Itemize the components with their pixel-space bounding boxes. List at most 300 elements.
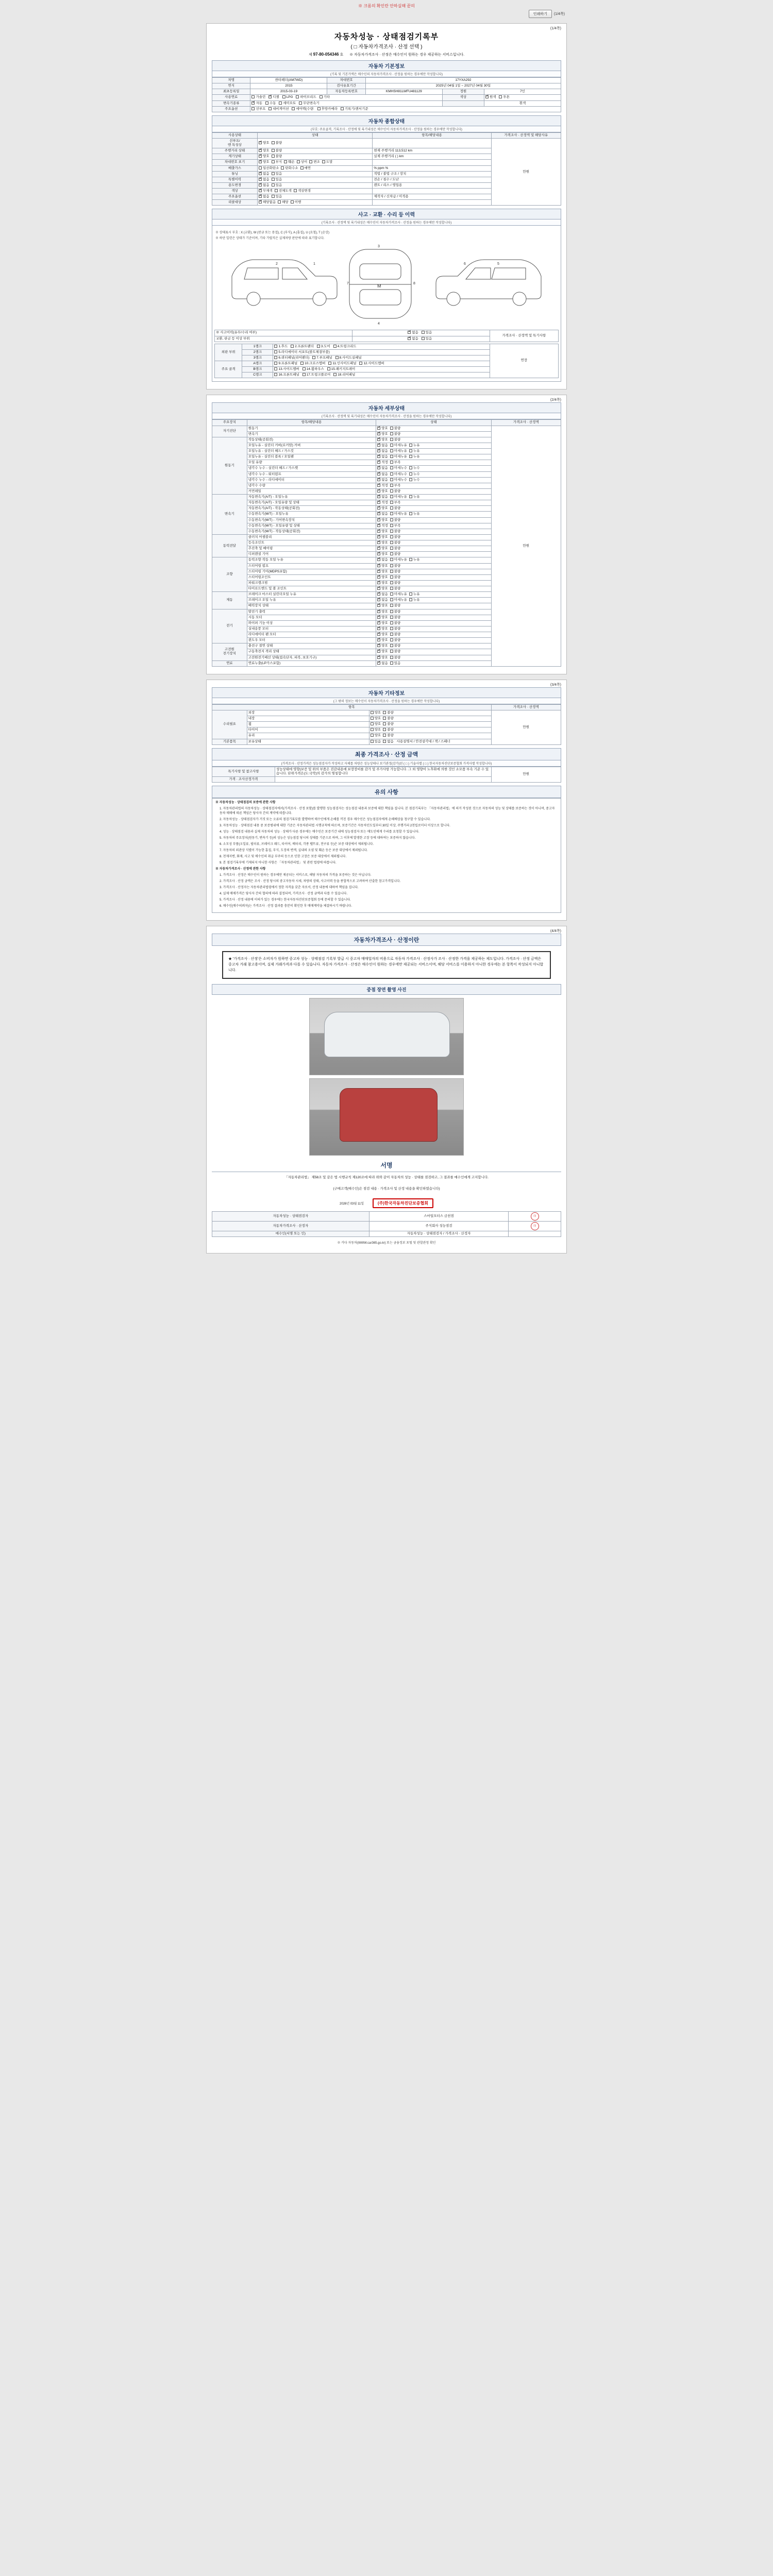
checkbox-detail-7-2-0[interactable] (377, 656, 388, 660)
checkbox-icon (377, 506, 380, 510)
checkbox-label: 불량 (394, 615, 401, 619)
checkbox-detail-0-0-1[interactable] (390, 427, 401, 431)
checkbox-label: 없음 (381, 449, 388, 453)
checkbox-color-single[interactable]: ✓ 원색 (485, 95, 496, 99)
checkbox-detail-3-0-1[interactable] (390, 535, 401, 539)
checkbox-wheel-house[interactable]: 14.휠하우스 (303, 367, 324, 371)
checkbox-trans-manual[interactable]: 수동 (265, 101, 276, 106)
checkbox-detail-4-5-1[interactable] (390, 587, 401, 591)
accident-result-value (352, 330, 490, 336)
checkbox-label: 없음 (381, 661, 388, 665)
detail-item-label: 브레이크 마스터 실린더오일 누유 (247, 592, 376, 598)
checkbox-overall-0-1[interactable] (272, 141, 282, 145)
checkbox-detail-1-7-0[interactable] (377, 478, 388, 482)
overall-item-state (258, 165, 373, 171)
checkbox-detail-8-0-1[interactable] (390, 662, 401, 666)
overall-item-detail: 실제 주행거리 ( ) km (373, 154, 491, 160)
checkbox-label: 불량 (387, 728, 394, 732)
checkbox-label: 불량 (387, 717, 394, 720)
checkbox-overall-9-1[interactable] (272, 195, 282, 199)
checkbox-label: 불량 (394, 541, 401, 545)
checkbox-rear-panel[interactable]: 18.리어패널 (333, 373, 355, 377)
overall-price-col: 만원 (491, 138, 561, 206)
checkbox-overall-10-2[interactable] (291, 200, 301, 205)
checkbox-detail-1-9-1[interactable] (390, 489, 401, 494)
checkbox-icon (390, 604, 393, 607)
checkbox-overall-2-1[interactable] (272, 155, 282, 159)
checkbox-detail-4-5-0[interactable] (377, 587, 388, 591)
vehicle-front-photo (309, 998, 464, 1075)
checkbox-detail-1-5-1[interactable] (390, 466, 407, 470)
overall-item-detail (373, 160, 491, 165)
checkbox-label: 누유 (413, 443, 420, 447)
checkbox-etc1-3-0[interactable] (371, 728, 381, 732)
checkbox-label: 불량 (394, 575, 401, 579)
checkbox-label: 양호 (381, 506, 388, 511)
checkbox-overall-3-2[interactable] (284, 160, 295, 164)
field-label-color-value (442, 100, 484, 106)
checkbox-detail-6-3-0[interactable] (377, 627, 388, 631)
detail-item-label: 시동 모터 (247, 615, 376, 620)
checkbox-detail-3-3-0[interactable] (377, 552, 388, 556)
checkbox-detail-6-2-0[interactable] (377, 621, 388, 625)
checkbox-fuel-hybrid[interactable]: 하이브리드 (296, 95, 316, 99)
svg-text:M: M (377, 283, 381, 289)
checkbox-etc1-1-0[interactable] (371, 717, 381, 721)
photo-section-title: 중점 장면 촬영 사진 (212, 984, 561, 995)
checkbox-detail-6-0-1[interactable] (390, 610, 401, 614)
checkbox-icon (377, 644, 380, 647)
checkbox-label: 적정 (381, 501, 388, 505)
checkbox-detail-3-3-1[interactable] (390, 552, 401, 556)
checkbox-etc1-4-1[interactable] (383, 734, 394, 738)
section-title-detail: 자동차 세부상태 (212, 402, 561, 413)
checkbox-overall-8-0[interactable] (259, 189, 273, 193)
checkbox-overall-2-0[interactable] (259, 155, 270, 159)
checkbox-label: 없음 (263, 172, 270, 176)
checkbox-opt-camera[interactable]: 후방카메라 (317, 107, 338, 111)
checkbox-detail-1-1-0[interactable] (377, 444, 388, 448)
checkbox-front-panel-c[interactable]: 16.프론트패널 (274, 373, 299, 377)
checkbox-etc1-1-1[interactable] (383, 717, 394, 721)
checkbox-trans-cvt[interactable]: 무단변속기 (299, 101, 319, 106)
table-row (212, 95, 561, 100)
checkbox-etc1-0-0[interactable] (371, 711, 381, 715)
checkbox-overall-6-0[interactable] (259, 178, 270, 182)
checkbox-detail-2-3-1[interactable] (390, 512, 407, 516)
checkbox-detail-8-0-0[interactable] (377, 662, 388, 666)
checkbox-trans-auto[interactable]: ✓ 자동 (251, 101, 262, 106)
checkbox-detail-7-0-0[interactable] (377, 644, 388, 648)
checkbox-fuel-diesel[interactable]: ✓ 디젤 (268, 95, 279, 99)
checkbox-detail-7-1-0[interactable] (377, 650, 388, 654)
checkbox-detail-5-0-0[interactable] (377, 592, 388, 597)
checkbox-icon (377, 592, 380, 596)
checkbox-overall-6-1[interactable] (272, 178, 282, 182)
detail-item-label: 자동변속기(A/T) - 작동상태(공회전) (247, 506, 376, 512)
checkbox-detail-7-0-1[interactable] (390, 644, 401, 648)
checkbox-fuel-lpg[interactable]: LPG (282, 95, 293, 99)
checkbox-detail-1-2-1[interactable] (390, 449, 407, 453)
checkbox-overall-4-2[interactable] (300, 166, 311, 171)
checkbox-detail-0-1-1[interactable] (390, 432, 401, 436)
checkbox-detail-5-1-0[interactable] (377, 598, 388, 602)
etc-item-state (369, 710, 491, 716)
checkbox-overall-8-1[interactable] (275, 189, 292, 193)
detail-item-label: 연료누출(LP가스포함) (247, 660, 376, 666)
checkbox-etc1-3-1[interactable] (383, 728, 394, 732)
checkbox-detail-7-2-1[interactable] (390, 656, 401, 660)
checkbox-detail-5-1-1[interactable] (390, 598, 407, 602)
checkbox-detail-2-4-0[interactable] (377, 518, 388, 522)
checkbox-detail-1-4-0[interactable] (377, 461, 388, 465)
checkbox-exchange-none[interactable]: ✓ 없음 (408, 337, 418, 341)
checkbox-trunk-lid[interactable]: 4.트렁크리드 (333, 345, 357, 349)
checkbox-label: 누수 (413, 478, 420, 482)
etc-item-state (369, 727, 491, 733)
checkbox-label: 양호 (263, 141, 270, 145)
overall-item-state (258, 200, 373, 206)
detail-item-label: 윈도우 모터 (247, 638, 376, 643)
checkbox-label: 탄화수소 (285, 166, 298, 170)
checkbox-detail-6-5-0[interactable] (377, 638, 388, 642)
checkbox-detail-1-5-2[interactable] (409, 466, 420, 470)
checkbox-detail-4-0-2[interactable] (409, 558, 420, 562)
checkbox-detail-2-0-2[interactable] (409, 495, 420, 499)
checkbox-label: 양호 (263, 155, 270, 159)
notice-body (212, 798, 561, 913)
checkbox-icon (390, 616, 393, 619)
overall-state-table (212, 132, 561, 206)
checkbox-detail-3-2-1[interactable] (390, 547, 401, 551)
checkbox-detail-6-1-1[interactable] (390, 616, 401, 620)
checkbox-detail-4-2-1[interactable] (390, 570, 401, 574)
checkbox-side-member-b[interactable]: 13.사이드멤버 (274, 367, 299, 371)
checkbox-label: 양호 (381, 621, 388, 625)
checkbox-detail-4-4-1[interactable] (390, 581, 401, 585)
checkbox-icon (390, 535, 393, 538)
checkbox-detail-4-1-1[interactable] (390, 564, 401, 568)
table-row (212, 100, 561, 106)
checkbox-side-member[interactable]: 12.사이드멤버 (359, 362, 384, 366)
detail-item-label: 실내송풍 모터 (247, 626, 376, 632)
checkbox-overall-3-1[interactable] (272, 160, 282, 164)
checkbox-label: 불량 (394, 518, 401, 522)
checkbox-detail-0-0-0[interactable] (377, 427, 388, 431)
detail-item-label: 오일누유 - 실린더 블록 / 오일팬 (247, 454, 376, 460)
checkbox-detail-1-0-1[interactable] (390, 438, 401, 442)
field-value-insp-valid: 2025년 04월 1일 ~ 2027년 04월 30일 (365, 83, 561, 89)
checkbox-detail-3-2-0[interactable] (377, 547, 388, 551)
svg-text:5: 5 (497, 262, 499, 266)
checkbox-icon (377, 650, 380, 653)
checkbox-detail-1-8-1[interactable] (390, 484, 401, 488)
checkbox-detail-1-2-2[interactable] (409, 449, 420, 453)
checkbox-overall-4-1[interactable] (281, 166, 298, 171)
checkbox-label: 미세누유 (394, 592, 407, 597)
checkbox-icon (390, 432, 393, 435)
checkbox-overall-3-4[interactable] (309, 160, 320, 164)
detail-item-label: 스티어링 펌프 (247, 563, 376, 569)
checkbox-detail-2-6-1[interactable] (390, 530, 401, 534)
price-section-note: (가격조사 · 산정가격은 성능점검자가 작성하고 자체를 차량은 성능상태나 보기관정(감가)된 ( □ ) 기술사별 ( □ ) 한국자동차진단보증협회 가격사별 작성합니다) (212, 760, 561, 767)
checkbox-detail-2-2-0[interactable] (377, 506, 388, 511)
checkbox-label: 불량 (394, 621, 401, 625)
checkbox-etc1-4-0[interactable] (371, 734, 381, 738)
detail-item-label: 발전기 출력 (247, 609, 376, 615)
exchange-value (352, 336, 490, 342)
checkbox-detail-1-3-1[interactable] (390, 455, 407, 459)
checkbox-trunk-floor[interactable]: 17.트렁크플로어 (303, 373, 331, 377)
checkbox-accident-yes[interactable]: 있음 (422, 331, 432, 335)
detail-item-label: 수동변속기(M/T) - 오일누유 (247, 512, 376, 517)
checkbox-overall-10-0[interactable] (259, 200, 276, 205)
checkbox-detail-1-4-1[interactable] (390, 461, 401, 465)
checkbox-overall-1-1[interactable] (272, 149, 282, 153)
checkbox-etc2-0-1[interactable] (383, 740, 394, 744)
checkbox-detail-1-1-2[interactable] (409, 444, 420, 448)
checkbox-detail-2-6-0[interactable] (377, 530, 388, 534)
overall-item-detail (373, 138, 491, 148)
signature-title: 서명 (212, 1159, 561, 1172)
checkbox-icon (390, 633, 393, 636)
print-button[interactable]: 인쇄하기 (529, 10, 552, 18)
checkbox-detail-1-9-0[interactable] (377, 489, 388, 494)
checkbox-detail-5-1-2[interactable] (409, 598, 420, 602)
checkbox-icon (272, 183, 275, 187)
notice-item: 4. 실제 매매가격은 당사자 간의 협의에 따라 결정되며, 가격조사 · 산정 금액과 다를 수 있습니다. (220, 892, 348, 895)
checkbox-label: 양호 (374, 717, 381, 720)
checkbox-detail-1-0-0[interactable] (377, 438, 388, 442)
checkbox-detail-1-7-1[interactable] (390, 478, 407, 482)
checkbox-overall-3-0[interactable] (259, 160, 270, 164)
etc-item-state (369, 716, 491, 722)
checkbox-detail-6-1-0[interactable] (377, 616, 388, 620)
checkbox-quarter-panel[interactable]: 6.쿼터패널(리어팬더) (274, 356, 309, 360)
checkbox-label: 양호 (381, 547, 388, 551)
checkbox-icon (377, 466, 380, 469)
checkbox-detail-2-4-1[interactable] (390, 518, 401, 522)
checkbox-detail-1-2-0[interactable] (377, 449, 388, 453)
field-value-seats: 7인 (484, 89, 561, 95)
checkbox-opt-nav[interactable]: 내비게이션 (268, 107, 289, 111)
overall-item-label: 색상 (212, 189, 258, 194)
checkbox-opt-airbag[interactable]: 에어백(수량: (292, 107, 314, 111)
checkbox-overall-7-0[interactable] (259, 183, 270, 188)
checkbox-icon (383, 740, 386, 743)
field-value-fuel (250, 95, 442, 100)
checkbox-hood[interactable]: 1.후드 (274, 345, 288, 349)
checkbox-icon (390, 461, 393, 464)
checkbox-detail-3-1-0[interactable] (377, 541, 388, 545)
checkbox-icon (390, 650, 393, 653)
checkbox-label: 불량 (394, 587, 401, 590)
checkbox-front-panel[interactable]: 9.프론트패널 (274, 362, 297, 366)
docno-statement: ※ 자동차가격조사 · 산정은 매수인이 원하는 경우 제공하는 서비스입니다. (349, 53, 465, 57)
checkbox-label: 양호 (381, 587, 388, 590)
notice-item: 3. 가격조사 · 산정자는 자동차관리법령에서 정한 자격을 갖춘 자로서, 산정 내용에 대하여 책임을 집니다. (220, 886, 359, 889)
checkbox-detail-3-1-1[interactable] (390, 541, 401, 545)
checkbox-detail-2-0-0[interactable] (377, 495, 388, 499)
checkbox-detail-4-2-0[interactable] (377, 570, 388, 574)
checkbox-detail-1-3-2[interactable] (409, 455, 420, 459)
checkbox-detail-4-3-0[interactable] (377, 575, 388, 580)
checkbox-overall-4-0[interactable] (259, 166, 279, 171)
checkbox-opt-sunroof[interactable]: 선루프 (251, 107, 265, 111)
checkbox-opt-recorder[interactable]: 기록기/센서기준 (341, 107, 368, 111)
svg-text:7: 7 (347, 282, 349, 286)
checkbox-overall-9-0[interactable] (259, 195, 270, 199)
checkbox-cross-member[interactable]: 10.크로스멤버 (300, 362, 325, 366)
checkbox-label: 미세누유 (394, 455, 407, 459)
checkbox-detail-6-4-0[interactable] (377, 633, 388, 637)
checkbox-detail-3-0-0[interactable] (377, 535, 388, 539)
etc-item-label: 유리 (247, 733, 369, 739)
checkbox-icon (377, 455, 380, 458)
checkbox-detail-4-4-0[interactable] (377, 581, 388, 585)
checkbox-door[interactable]: 3.도어 (317, 345, 330, 349)
checkbox-detail-2-1-0[interactable] (377, 501, 388, 505)
detail-item-state (376, 598, 491, 603)
checkbox-detail-7-1-1[interactable] (390, 650, 401, 654)
checkbox-icon (409, 478, 412, 481)
checkbox-label: 불량 (387, 734, 394, 738)
checkbox-etc1-0-1[interactable] (383, 711, 394, 715)
checkbox-inside-panel[interactable]: 11.인사이드패널 (328, 362, 356, 366)
checkbox-detail-2-5-1[interactable] (390, 524, 401, 528)
checkbox-overall-0-0[interactable] (259, 141, 270, 145)
page-mark-2: (2/4쪽) (550, 398, 561, 402)
checkbox-detail-1-5-0[interactable] (377, 466, 388, 470)
checkbox-label: 미세누수 (394, 466, 407, 470)
section-note-etc: (그 밖의 정보는 매수인이 자동차가격조사 · 산정을 원하는 경우에만 작성합니다) (212, 698, 561, 704)
checkbox-etc1-2-0[interactable] (371, 722, 381, 726)
checkbox-detail-2-3-2[interactable] (409, 512, 420, 516)
etc-item-state (369, 733, 491, 739)
checkbox-detail-0-1-0[interactable] (377, 432, 388, 436)
checkbox-detail-4-3-1[interactable] (390, 575, 401, 580)
checkbox-detail-1-6-1[interactable] (390, 472, 407, 477)
checkbox-detail-1-1-1[interactable] (390, 444, 407, 448)
checkbox-detail-5-2-0[interactable] (377, 604, 388, 608)
detail-group-label: 자기진단 (212, 426, 247, 437)
field-label-fuel: 사용연료 (212, 95, 250, 100)
checkbox-icon (377, 638, 380, 641)
checkbox-detail-1-6-2[interactable] (409, 472, 420, 477)
checkbox-detail-6-0-0[interactable] (377, 610, 388, 614)
overall-item-label: 용도변경 (212, 182, 258, 188)
checkbox-detail-4-0-1[interactable] (390, 558, 407, 562)
overall-item-label: 튜닝 (212, 171, 258, 177)
detail-item-state (376, 632, 491, 638)
checkbox-icon (409, 598, 412, 601)
checkbox-icon (377, 444, 380, 447)
checkbox-overall-5-0[interactable] (259, 172, 270, 176)
checkbox-detail-1-7-2[interactable] (409, 478, 420, 482)
checkbox-detail-6-5-1[interactable] (390, 638, 401, 642)
page-mark-1: (1/4쪽) (550, 27, 561, 30)
checkbox-detail-4-0-0[interactable] (377, 558, 388, 562)
checkbox-icon (377, 501, 380, 504)
checkbox-detail-6-2-1[interactable] (390, 621, 401, 625)
checkbox-fuel-etc[interactable]: 기타 (320, 95, 330, 99)
checkbox-label: 양호 (381, 615, 388, 619)
checkbox-detail-2-3-0[interactable] (377, 512, 388, 516)
checkbox-radiator-support[interactable]: 5.라디에이터 서포트(볼트체결부품) (274, 350, 329, 354)
checkbox-exchange-yes[interactable]: 있음 (422, 337, 432, 341)
checkbox-overall-8-2[interactable] (294, 189, 311, 193)
checkbox-icon (377, 541, 380, 544)
checkbox-overall-1-0[interactable] (259, 149, 270, 153)
checkbox-detail-1-6-0[interactable] (377, 472, 388, 477)
checkbox-overall-3-5[interactable] (322, 160, 333, 164)
checkbox-icon (383, 711, 386, 714)
checkbox-trans-semi[interactable]: 세미오토 (279, 101, 296, 106)
checkbox-icon (259, 178, 262, 181)
checkbox-detail-2-1-1[interactable] (390, 501, 401, 505)
checkbox-color-two[interactable]: 투톤 (499, 95, 510, 99)
overall-item-detail (373, 200, 491, 206)
overall-item-state (258, 154, 373, 160)
outer-panel-label: 외판 부위 (215, 344, 242, 361)
checkbox-detail-6-3-1[interactable] (390, 627, 401, 631)
notice-item: 1. 자동차관리법의 자동차성능 · 상태점검자에서(가격조사 · 산정 포함)를 발행한 성능점검자는 성능점검 내용과 보증에 대한 책임을 집니다. 본 점검기록부는 「자동차관리법」에 의거 작성된 것으로 자동차의 성능 및 상태를 보증하는 것이 아니며, 중고자동차 매매에 따른 책임은 당사자 간의 계약에 따릅니다. (220, 807, 555, 815)
checkbox-icon (322, 160, 325, 163)
checkbox-label: 상이 (300, 160, 308, 164)
checkbox-package-tray[interactable]: 15.패키지트레이 (327, 367, 356, 371)
checkbox-overall-7-1[interactable] (272, 183, 282, 188)
checkbox-detail-4-1-0[interactable] (377, 564, 388, 568)
checkbox-detail-1-3-0[interactable] (377, 455, 388, 459)
checkbox-label: 없음 (381, 598, 388, 602)
checkbox-label: 있음 (275, 172, 282, 176)
checkbox-overall-10-1[interactable] (278, 200, 289, 205)
checkbox-detail-6-4-1[interactable] (390, 633, 401, 637)
checkbox-overall-5-1[interactable] (272, 172, 282, 176)
checkbox-icon (377, 552, 380, 555)
checkbox-front-fender[interactable]: 2.프론트팬더 (291, 345, 314, 349)
detail-item-label: 타이로드엔드 및 볼 조인트 (247, 586, 376, 592)
checkbox-label: 양호 (381, 581, 388, 585)
checkbox-etc2-0-0[interactable] (371, 740, 381, 744)
checkbox-accident-none[interactable]: ✓ 없음 (408, 331, 418, 335)
checkbox-detail-1-8-0[interactable] (377, 484, 388, 488)
checkbox-etc1-2-1[interactable] (383, 722, 394, 726)
detail-item-label: 냉각수 누수 - 워터펌프 (247, 471, 376, 477)
checkbox-label: 양호 (381, 655, 388, 659)
checkbox-icon (272, 172, 275, 175)
detail-item-label: 오일누유 - 실린더 헤드 / 가스킷 (247, 449, 376, 454)
sig-seal-0 (509, 1212, 561, 1222)
checkbox-detail-5-0-2[interactable] (409, 592, 420, 597)
frame-label: 주요 골격 (215, 361, 242, 378)
checkbox-detail-2-5-0[interactable] (377, 524, 388, 528)
detail-item-state (376, 557, 491, 563)
checkbox-side-sill[interactable]: 8.사이드실패널 (335, 356, 362, 360)
checkbox-roof-panel[interactable]: 7.루프패널 (312, 356, 332, 360)
checkbox-fuel-gasoline[interactable]: 가솔린 (251, 95, 265, 99)
accident-price-col: 가격조사 · 산정액 및 특기사항 (490, 330, 558, 342)
checkbox-icon (371, 728, 374, 731)
checkbox-icon (377, 621, 380, 624)
checkbox-detail-2-0-1[interactable] (390, 495, 407, 499)
col-header-item: 사용상태 (212, 132, 258, 138)
checkbox-detail-2-2-1[interactable] (390, 506, 401, 511)
checkbox-detail-5-0-1[interactable] (390, 592, 407, 597)
checkbox-detail-5-2-1[interactable] (390, 604, 401, 608)
checkbox-icon (390, 524, 393, 527)
checkbox-overall-3-3[interactable] (297, 160, 308, 164)
